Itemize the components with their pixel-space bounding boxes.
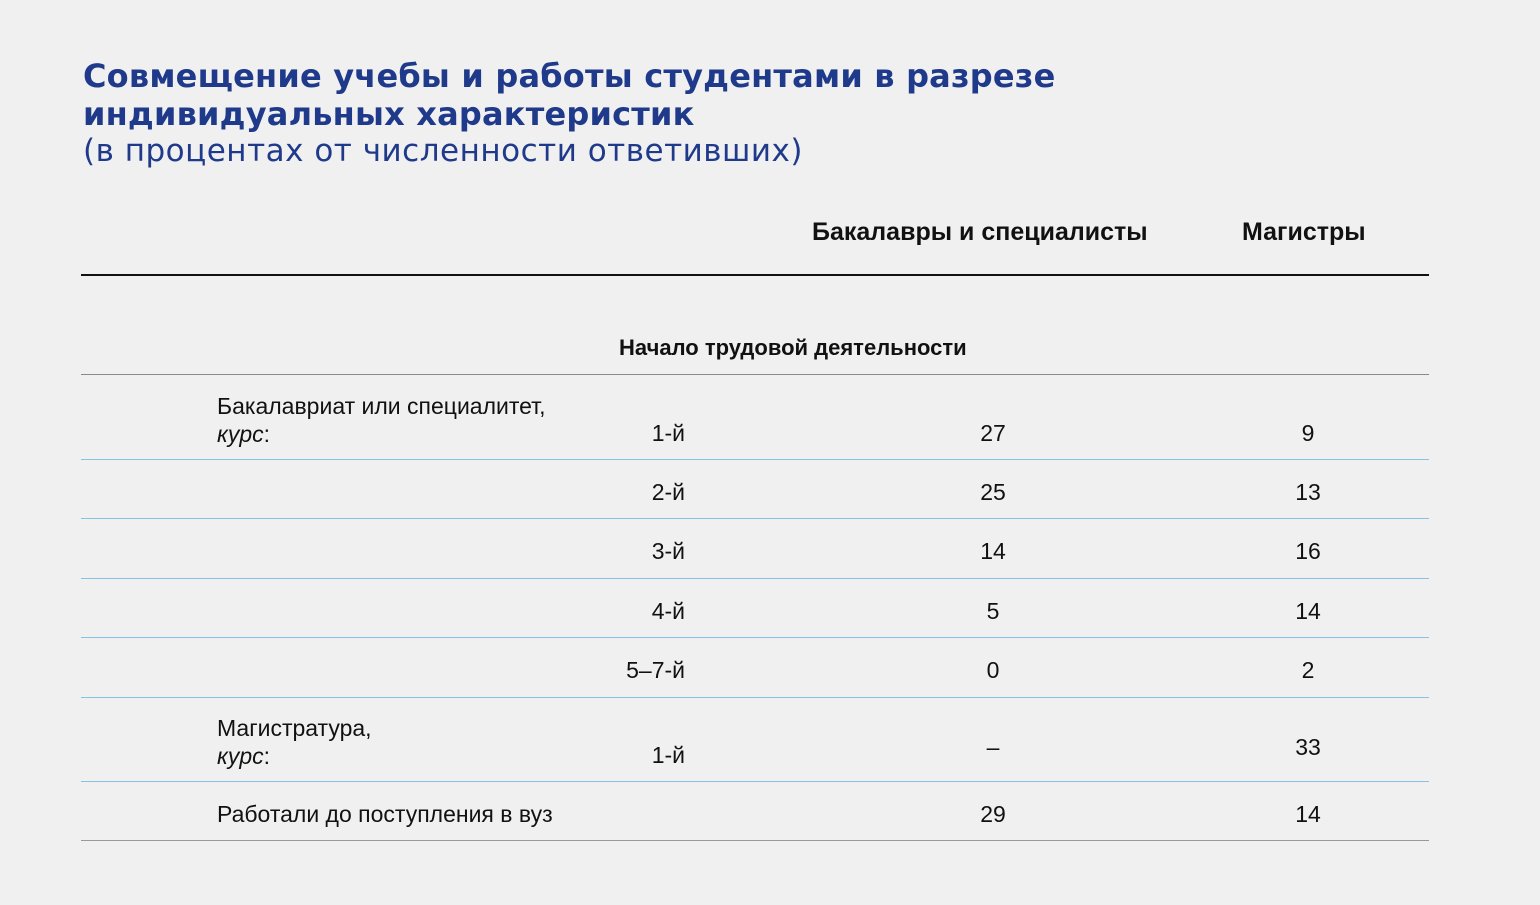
course-cell: 4-й [651, 598, 685, 624]
bachelors-value: 25 [980, 479, 1006, 505]
bachelor-group-label: Бакалавриат или специалитет, [217, 393, 546, 419]
bachelors-value: – [986, 734, 1000, 760]
table-row [81, 638, 1429, 698]
course-cell: 1-й [651, 742, 685, 768]
column-header-bachelors: Бакалавры и специалисты [812, 218, 1148, 246]
course-cell: 2-й [651, 479, 685, 505]
course-word: курс [217, 743, 264, 769]
masters-value: 13 [1295, 479, 1321, 505]
masters-value: 33 [1295, 734, 1321, 760]
section-title: Начало трудовой деятельности [619, 335, 967, 360]
bachelors-value: 27 [980, 420, 1006, 446]
course-cell: 3-й [651, 538, 685, 564]
course-word: курс [217, 421, 264, 447]
page-title: Совмещение учебы и работы студентами в разрезе индивидуальных характеристик [83, 57, 1056, 133]
masters-value: 2 [1301, 657, 1315, 683]
masters-value: 9 [1301, 420, 1315, 446]
row-label: Работали до поступления в вуз [217, 801, 553, 827]
course-cell: 5–7-й [626, 657, 685, 683]
master-group-label: Магистратура, [217, 715, 372, 741]
bachelors-value: 29 [980, 801, 1006, 827]
bachelors-value: 14 [980, 538, 1006, 564]
column-header-masters: Магистры [1242, 218, 1366, 246]
bachelors-value: 0 [986, 657, 1000, 683]
masters-value: 16 [1295, 538, 1321, 564]
table-row [81, 375, 1429, 460]
header-divider [81, 274, 1429, 276]
bachelors-value: 5 [986, 598, 1000, 624]
page-subtitle: (в процентах от численности ответивших) [83, 133, 803, 169]
row-group-label: Бакалавриат или специалитет, курс: [217, 393, 546, 447]
table-row [81, 782, 1429, 841]
course-cell: 1-й [651, 420, 685, 446]
masters-value: 14 [1295, 801, 1321, 827]
masters-value: 14 [1295, 598, 1321, 624]
table-row [81, 698, 1429, 782]
table-row [81, 519, 1429, 579]
row-group-label: Магистратура, курс: [217, 715, 372, 769]
table-row [81, 579, 1429, 638]
table-row [81, 460, 1429, 519]
